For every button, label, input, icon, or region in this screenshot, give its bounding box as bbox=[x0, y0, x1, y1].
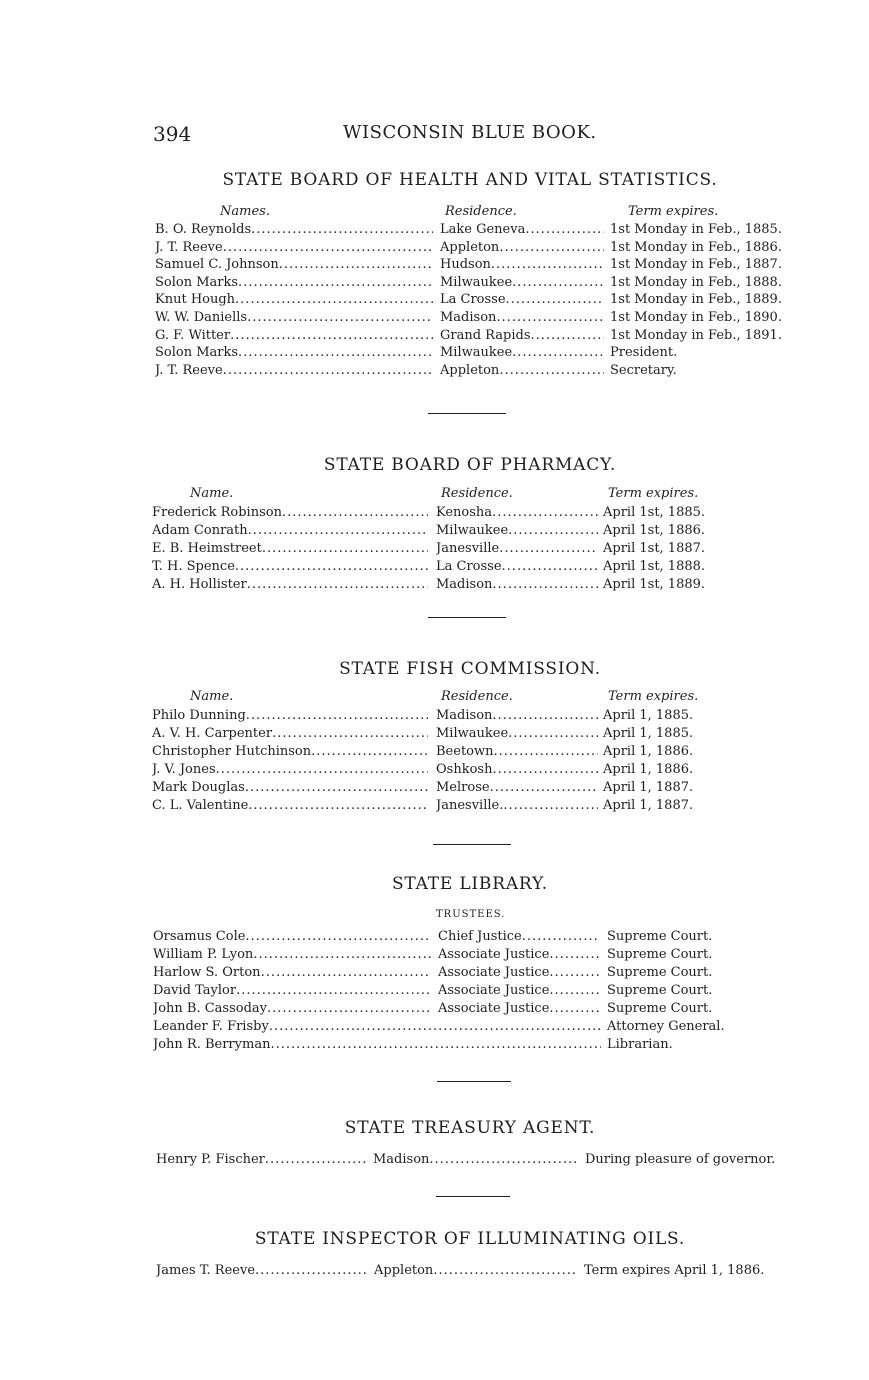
leader-dots bbox=[267, 1000, 431, 1018]
term-cell bbox=[603, 779, 793, 797]
leader-dots bbox=[265, 1151, 366, 1169]
leader-dots bbox=[223, 362, 433, 380]
table-row bbox=[0, 779, 869, 797]
leader-dots bbox=[253, 946, 431, 964]
name-cell bbox=[156, 1262, 368, 1280]
leader-dots bbox=[279, 256, 433, 274]
section-title-health: STATE BOARD OF HEALTH AND VITAL STATISTICS. bbox=[222, 170, 718, 190]
name-cell bbox=[155, 327, 433, 345]
residence-cell bbox=[436, 779, 598, 797]
leader-dots bbox=[238, 274, 433, 292]
leader-dots bbox=[262, 540, 428, 558]
term-cell bbox=[585, 1151, 800, 1169]
leader-dots bbox=[491, 256, 604, 274]
leader-dots bbox=[503, 797, 598, 815]
office-cell-text: Chief Justice bbox=[438, 929, 522, 944]
table-row bbox=[0, 558, 869, 576]
term-cell-text: 1st Monday in Feb., 1887. bbox=[610, 257, 782, 273]
residence-cell-text: Milwaukee bbox=[436, 523, 509, 538]
name-cell-text: John R. Berryman bbox=[153, 1037, 271, 1052]
name-cell-text: Samuel C. Johnson bbox=[155, 257, 279, 273]
name-cell bbox=[152, 797, 428, 815]
term-cell-text: Term expires April 1, 1886. bbox=[584, 1263, 765, 1278]
leader-dots bbox=[512, 344, 604, 362]
term-cell bbox=[610, 221, 800, 239]
residence-cell-text: Beetown bbox=[436, 744, 494, 759]
term-cell-text: April 1, 1886. bbox=[603, 744, 694, 759]
leader-dots bbox=[499, 540, 598, 558]
table-row bbox=[0, 761, 869, 779]
name-cell-text: Leander F. Frisby bbox=[153, 1019, 269, 1034]
term-cell bbox=[603, 743, 793, 761]
column-header-name: Name. bbox=[190, 486, 234, 501]
name-cell bbox=[152, 725, 428, 743]
leader-dots bbox=[494, 743, 599, 761]
residence-cell bbox=[440, 327, 604, 345]
residence-cell-text: Grand Rapids bbox=[440, 327, 531, 343]
leader-dots bbox=[492, 576, 598, 594]
table-row bbox=[0, 1018, 869, 1036]
residence-cell bbox=[436, 522, 598, 540]
term-cell-text: April 1st, 1888. bbox=[603, 559, 706, 574]
term-cell-text: 1st Monday in Feb., 1885. bbox=[610, 222, 782, 237]
name-cell bbox=[152, 522, 428, 540]
name-cell bbox=[152, 779, 428, 797]
term-cell bbox=[603, 761, 793, 779]
name-cell-text: Adam Conrath bbox=[152, 523, 248, 538]
residence-cell-text: Oshkosh bbox=[436, 762, 493, 777]
section-divider bbox=[437, 1081, 511, 1082]
name-cell-text: J. T. Reeve bbox=[155, 362, 223, 378]
leader-dots bbox=[248, 522, 428, 540]
residence-cell-text: Appleton bbox=[440, 239, 500, 255]
name-cell bbox=[153, 964, 431, 982]
table-row bbox=[0, 540, 869, 558]
section-title-treasury: STATE TREASURY AGENT. bbox=[344, 1118, 596, 1138]
column-header-residence: Residence. bbox=[445, 204, 517, 219]
name-cell-text: Solon Marks bbox=[155, 345, 239, 361]
residence-cell-text: Kenosha bbox=[436, 505, 493, 520]
residence-cell bbox=[436, 797, 598, 815]
leader-dots bbox=[512, 274, 604, 292]
name-cell-text: Philo Dunning bbox=[152, 708, 246, 723]
court-cell bbox=[607, 1000, 797, 1018]
section-title-oils: STATE INSPECTOR OF ILLUMINATING OILS. bbox=[254, 1229, 686, 1249]
residence-cell-text: Madison bbox=[373, 1152, 430, 1167]
court-cell-text: Supreme Court. bbox=[607, 1001, 713, 1016]
name-cell-text: Mark Douglas bbox=[152, 780, 245, 795]
name-cell bbox=[155, 362, 433, 380]
residence-cell bbox=[374, 1262, 577, 1280]
section-title-pharmacy: STATE BOARD OF PHARMACY. bbox=[323, 455, 617, 475]
name-cell-text: E. B. Heimstreet bbox=[152, 541, 262, 556]
court-cell bbox=[607, 982, 797, 1000]
table-row bbox=[0, 576, 869, 594]
name-cell bbox=[153, 928, 431, 946]
leader-dots bbox=[235, 558, 428, 576]
section-title-fish: STATE FISH COMMISSION. bbox=[339, 659, 601, 679]
residence-cell bbox=[440, 344, 604, 362]
term-cell-text: April 1, 1886. bbox=[603, 762, 694, 777]
name-cell-text: B. O. Reynolds bbox=[155, 222, 252, 237]
table-row bbox=[0, 291, 869, 309]
term-cell-text: April 1st, 1885. bbox=[603, 505, 706, 520]
table-row bbox=[0, 725, 869, 743]
running-title: WISCONSIN BLUE BOOK. bbox=[343, 122, 597, 143]
section-divider bbox=[433, 844, 511, 845]
office-cell bbox=[438, 928, 600, 946]
name-cell bbox=[155, 309, 433, 327]
name-cell bbox=[155, 344, 433, 362]
name-cell bbox=[152, 707, 428, 725]
term-cell-text: 1st Monday in Feb., 1886. bbox=[610, 239, 782, 255]
table-row bbox=[0, 239, 869, 257]
leader-dots bbox=[311, 743, 428, 761]
residence-cell bbox=[440, 309, 604, 327]
residence-cell-text: La Crosse bbox=[436, 559, 502, 574]
office-cell-text: Associate Justice bbox=[438, 965, 550, 980]
column-header-residence: Residence. bbox=[441, 486, 513, 501]
name-cell bbox=[152, 743, 428, 761]
residence-cell-text: Janesville. bbox=[436, 798, 504, 813]
leader-dots bbox=[269, 1018, 601, 1036]
residence-cell-text: Milwaukee bbox=[440, 345, 513, 361]
term-cell bbox=[603, 540, 793, 558]
term-cell-text: During pleasure of governor. bbox=[585, 1152, 776, 1167]
name-cell-text: Solon Marks bbox=[155, 274, 239, 290]
name-cell bbox=[152, 540, 428, 558]
leader-dots bbox=[246, 707, 428, 725]
table-row bbox=[0, 946, 869, 964]
residence-cell bbox=[436, 540, 598, 558]
term-cell bbox=[610, 256, 800, 274]
name-cell-text: G. F. Witter bbox=[155, 327, 231, 343]
term-cell bbox=[610, 327, 800, 345]
table-row bbox=[0, 1036, 869, 1054]
name-cell-text: Harlow S. Orton bbox=[153, 965, 261, 980]
leader-dots bbox=[238, 344, 433, 362]
term-cell bbox=[603, 707, 793, 725]
table-row bbox=[0, 1000, 869, 1018]
leader-dots bbox=[270, 1036, 601, 1054]
name-cell bbox=[155, 274, 433, 292]
residence-cell bbox=[440, 274, 604, 292]
name-cell bbox=[153, 1036, 601, 1054]
name-cell-text: William P. Lyon bbox=[153, 947, 254, 962]
leader-dots bbox=[245, 779, 428, 797]
term-cell bbox=[603, 558, 793, 576]
term-cell bbox=[610, 291, 800, 309]
name-cell bbox=[153, 1000, 431, 1018]
name-cell-text: J. V. Jones bbox=[152, 762, 216, 777]
column-header-names: Names. bbox=[220, 204, 270, 219]
residence-cell bbox=[440, 256, 604, 274]
leader-dots bbox=[247, 576, 428, 594]
column-header-name: Name. bbox=[190, 689, 234, 704]
residence-cell-text: Lake Geneva bbox=[440, 222, 526, 237]
term-cell-text: April 1, 1887. bbox=[603, 798, 694, 813]
residence-cell bbox=[436, 707, 598, 725]
residence-cell-text: Appleton bbox=[440, 362, 500, 378]
table-row bbox=[0, 504, 869, 522]
term-cell bbox=[603, 522, 793, 540]
office-cell-text: Attorney General. bbox=[607, 1019, 725, 1034]
leader-dots bbox=[502, 558, 598, 576]
residence-cell-text: Madison bbox=[436, 708, 493, 723]
residence-cell bbox=[440, 221, 604, 239]
term-cell-text: 1st Monday in Feb., 1890. bbox=[610, 310, 782, 325]
term-cell-text: April 1st, 1887. bbox=[603, 541, 706, 556]
leader-dots bbox=[499, 239, 604, 257]
leader-dots bbox=[255, 1262, 368, 1280]
term-cell-text: April 1st, 1886. bbox=[603, 523, 706, 538]
leader-dots bbox=[247, 309, 433, 327]
leader-dots bbox=[508, 522, 598, 540]
leader-dots bbox=[251, 221, 433, 239]
name-cell bbox=[156, 1151, 366, 1169]
term-cell-text: April 1, 1887. bbox=[603, 780, 694, 795]
name-cell-text: C. L. Valentine bbox=[152, 798, 249, 813]
section-divider bbox=[436, 1196, 510, 1197]
table-row bbox=[0, 1262, 869, 1280]
leader-dots bbox=[496, 309, 604, 327]
name-cell bbox=[155, 256, 433, 274]
court-cell bbox=[607, 946, 797, 964]
residence-cell-text: Janesville bbox=[436, 541, 500, 556]
term-cell-text: April 1, 1885. bbox=[603, 708, 694, 723]
court-cell-text: Supreme Court. bbox=[607, 983, 713, 998]
court-cell-text: Supreme Court. bbox=[607, 965, 713, 980]
residence-cell bbox=[436, 576, 598, 594]
table-row bbox=[0, 928, 869, 946]
office-cell bbox=[438, 1000, 600, 1018]
fish-column-headers bbox=[0, 689, 869, 707]
column-header-term: Term expires. bbox=[608, 689, 699, 704]
residence-cell bbox=[440, 239, 604, 257]
office-cell-text: Librarian. bbox=[607, 1037, 673, 1052]
leader-dots bbox=[223, 239, 433, 257]
leader-dots bbox=[522, 928, 600, 946]
residence-cell-text: Melrose bbox=[436, 780, 490, 795]
term-cell bbox=[603, 797, 793, 815]
table-row bbox=[0, 797, 869, 815]
name-cell-text: A. V. H. Carpenter bbox=[152, 726, 273, 741]
leader-dots bbox=[549, 982, 600, 1000]
leader-dots bbox=[235, 291, 433, 309]
residence-cell bbox=[440, 362, 604, 380]
leader-dots bbox=[525, 221, 604, 239]
leader-dots bbox=[549, 964, 600, 982]
term-cell-text: April 1st, 1889. bbox=[603, 577, 706, 592]
name-cell bbox=[153, 1018, 601, 1036]
pharmacy-column-headers bbox=[0, 486, 869, 504]
name-cell-text: T. H. Spence bbox=[152, 559, 235, 574]
name-cell bbox=[155, 221, 433, 239]
term-cell bbox=[610, 274, 800, 292]
table-row bbox=[0, 362, 869, 380]
term-cell bbox=[603, 576, 793, 594]
leader-dots bbox=[230, 327, 433, 345]
leader-dots bbox=[429, 1151, 579, 1169]
table-row bbox=[0, 522, 869, 540]
court-cell bbox=[607, 964, 797, 982]
name-cell-text: Frederick Robinson bbox=[152, 505, 282, 520]
leader-dots bbox=[508, 725, 598, 743]
name-cell-text: A. H. Hollister bbox=[152, 577, 247, 592]
leader-dots bbox=[490, 779, 598, 797]
leader-dots bbox=[261, 964, 431, 982]
table-row bbox=[0, 743, 869, 761]
office-cell-text: Associate Justice bbox=[438, 1001, 550, 1016]
health-column-headers bbox=[0, 204, 869, 222]
term-cell bbox=[603, 725, 793, 743]
term-cell-text: President. bbox=[610, 345, 678, 361]
residence-cell bbox=[436, 743, 598, 761]
section-divider bbox=[428, 413, 506, 414]
name-cell bbox=[155, 291, 433, 309]
term-cell-text: 1st Monday in Feb., 1891. bbox=[610, 327, 782, 343]
term-cell bbox=[610, 344, 800, 362]
residence-cell-text: Milwaukee bbox=[436, 726, 509, 741]
leader-dots bbox=[499, 362, 604, 380]
leader-dots bbox=[245, 928, 431, 946]
name-cell-text: Orsamus Cole bbox=[153, 929, 246, 944]
residence-cell-text: Madison bbox=[440, 310, 497, 325]
term-cell-text: 1st Monday in Feb., 1889. bbox=[610, 292, 782, 308]
name-cell bbox=[153, 982, 431, 1000]
section-title-library: STATE LIBRARY. bbox=[391, 874, 549, 894]
name-cell bbox=[152, 504, 428, 522]
leader-dots bbox=[492, 504, 598, 522]
residence-cell bbox=[373, 1151, 579, 1169]
name-cell-text: John B. Cassoday bbox=[153, 1001, 268, 1016]
term-cell bbox=[603, 504, 793, 522]
term-cell-text: 1st Monday in Feb., 1888. bbox=[610, 274, 782, 290]
name-cell-text: W. W. Daniells bbox=[155, 310, 248, 325]
table-row bbox=[0, 707, 869, 725]
leader-dots bbox=[492, 707, 598, 725]
residence-cell-text: Appleton bbox=[374, 1263, 434, 1278]
table-row bbox=[0, 327, 869, 345]
name-cell-text: Christopher Hutchinson bbox=[152, 744, 312, 759]
term-cell bbox=[610, 362, 800, 380]
name-cell bbox=[153, 946, 431, 964]
office-cell-text: Associate Justice bbox=[438, 983, 550, 998]
table-row bbox=[0, 221, 869, 239]
office-cell-text: Associate Justice bbox=[438, 947, 550, 962]
table-row bbox=[0, 274, 869, 292]
residence-cell bbox=[436, 761, 598, 779]
table-row bbox=[0, 344, 869, 362]
name-cell-text: Knut Hough bbox=[155, 292, 236, 308]
court-cell bbox=[607, 928, 797, 946]
leader-dots bbox=[236, 982, 431, 1000]
column-header-term: Term expires. bbox=[608, 486, 699, 501]
leader-dots bbox=[282, 504, 428, 522]
name-cell-text: David Taylor bbox=[153, 983, 237, 998]
residence-cell-text: Milwaukee bbox=[440, 274, 513, 290]
name-cell-text: James T. Reeve bbox=[156, 1263, 256, 1278]
leader-dots bbox=[549, 946, 600, 964]
trustees-subhead: TRUSTEES. bbox=[436, 909, 506, 920]
table-row bbox=[0, 964, 869, 982]
table-row bbox=[0, 309, 869, 327]
leader-dots bbox=[531, 327, 605, 345]
residence-cell-text: Hudson bbox=[440, 257, 491, 273]
table-row bbox=[0, 1151, 869, 1169]
court-cell-text: Supreme Court. bbox=[607, 947, 713, 962]
residence-cell bbox=[436, 504, 598, 522]
leader-dots bbox=[248, 797, 428, 815]
term-cell bbox=[610, 309, 800, 327]
name-cell bbox=[152, 576, 428, 594]
leader-dots bbox=[506, 291, 604, 309]
table-row bbox=[0, 982, 869, 1000]
residence-cell bbox=[440, 291, 604, 309]
residence-cell-text: La Crosse bbox=[440, 292, 506, 308]
term-cell-text: Secretary. bbox=[610, 362, 677, 378]
residence-cell bbox=[436, 725, 598, 743]
name-cell bbox=[155, 239, 433, 257]
table-row bbox=[0, 256, 869, 274]
leader-dots bbox=[549, 1000, 600, 1018]
column-header-term: Term expires. bbox=[628, 204, 719, 219]
office-cell bbox=[607, 1018, 797, 1036]
leader-dots bbox=[492, 761, 598, 779]
leader-dots bbox=[216, 761, 428, 779]
section-divider bbox=[428, 617, 506, 618]
page-number: 394 bbox=[153, 122, 192, 146]
residence-cell-text: Madison bbox=[436, 577, 493, 592]
term-cell bbox=[584, 1262, 794, 1280]
office-cell bbox=[438, 964, 600, 982]
office-cell bbox=[438, 982, 600, 1000]
name-cell-text: Henry P. Fischer bbox=[156, 1152, 265, 1167]
court-cell-text: Supreme Court. bbox=[607, 929, 713, 944]
name-cell bbox=[152, 761, 428, 779]
term-cell bbox=[610, 239, 800, 257]
office-cell bbox=[607, 1036, 797, 1054]
residence-cell bbox=[436, 558, 598, 576]
office-cell bbox=[438, 946, 600, 964]
column-header-residence: Residence. bbox=[441, 689, 513, 704]
name-cell bbox=[152, 558, 428, 576]
leader-dots bbox=[272, 725, 428, 743]
page-header bbox=[153, 122, 793, 150]
name-cell-text: J. T. Reeve bbox=[155, 239, 223, 255]
leader-dots bbox=[433, 1262, 577, 1280]
term-cell-text: April 1, 1885. bbox=[603, 726, 694, 741]
